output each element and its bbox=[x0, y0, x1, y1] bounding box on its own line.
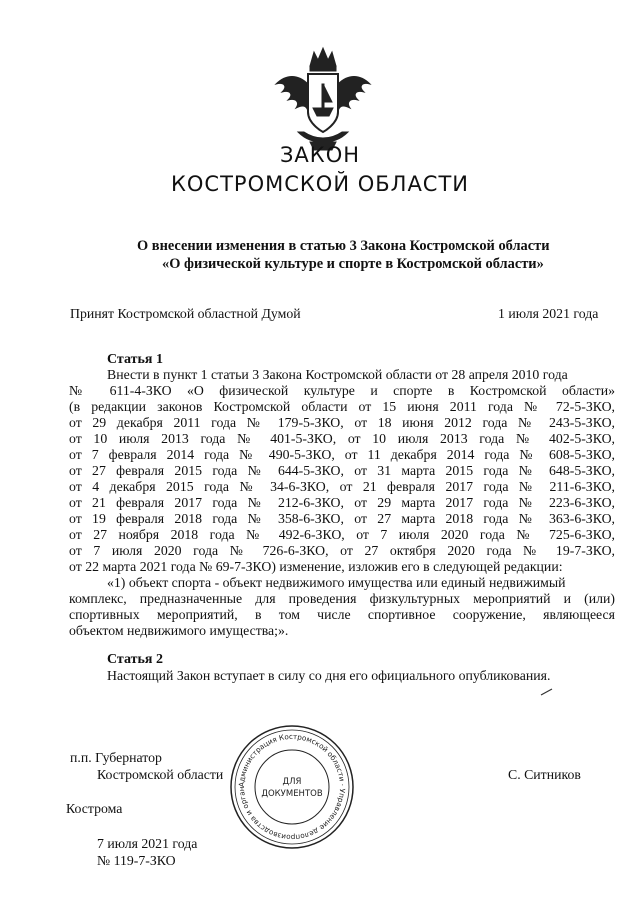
article1-line: от 19 февраля 2018 года № 358-6-ЗКО, от 27 марта 2018 года № 363-6-ЗКО, bbox=[69, 511, 615, 526]
article1-line: от 27 февраля 2015 года № 644-5-ЗКО, от 31 марта 2015 года № 648-5-ЗКО, bbox=[69, 463, 615, 478]
article1-quote-line: комплекс, предназначенные для проведения физкультурных мероприятий и (или) bbox=[69, 591, 615, 606]
law-subtitle-line1: О внесении изменения в статью 3 Закона Костромской области bbox=[137, 238, 550, 254]
article1-line: от 4 декабря 2015 года № 34-6-ЗКО, от 21 февраля 2017 года № 211-6-ЗКО, bbox=[69, 479, 615, 494]
seal-center-line1: ДЛЯ bbox=[282, 777, 302, 787]
law-title-line1: ЗАКОН bbox=[279, 143, 361, 167]
law-subtitle-line2: «О физической культуре и спорте в Костромской области» bbox=[162, 256, 544, 272]
adoption-date: 1 июля 2021 года bbox=[498, 306, 599, 321]
signing-date: 7 июля 2021 года bbox=[97, 836, 198, 851]
article1-line: от 7 июля 2020 года № 726-6-ЗКО, от 27 октября 2020 года № 19-7-ЗКО, bbox=[69, 543, 615, 558]
article1-line: от 27 ноября 2018 года № 492-6-ЗКО, от 7 июля 2020 года № 725-6-ЗКО, bbox=[69, 527, 615, 542]
article1-line: № 611-4-ЗКО «О физической культуре и спорте в Костромской области» bbox=[69, 383, 615, 398]
signing-number: № 119-7-ЗКО bbox=[97, 853, 176, 868]
seal-ring-text: Администрация Костромской области · Управление делопроизводства и орган bbox=[236, 731, 348, 843]
article1-quote-line: объектом недвижимого имущества;». bbox=[69, 623, 289, 638]
signature-name: С. Ситников bbox=[508, 767, 581, 782]
article1-heading: Статья 1 bbox=[107, 352, 163, 367]
article1-line: от 21 февраля 2017 года № 212-6-ЗКО, от 29 марта 2017 года № 223-6-ЗКО, bbox=[69, 495, 615, 510]
article1-line: от 7 февраля 2014 года № 490-5-ЗКО, от 11 декабря 2014 года № 608-5-ЗКО, bbox=[69, 447, 615, 462]
article1-line: Внести в пункт 1 статьи 3 Закона Костромской области от 28 апреля 2010 года bbox=[107, 367, 568, 382]
article1-line: от 22 марта 2021 года № 69-7-ЗКО) изменение, изложив его в следующей редакции: bbox=[69, 559, 563, 574]
article2-text: Настоящий Закон вступает в силу со дня его официального опубликования. bbox=[107, 668, 551, 683]
pen-mark bbox=[540, 683, 554, 701]
adoption-body: Принят Костромской областной Думой bbox=[70, 306, 301, 321]
place: Кострома bbox=[66, 801, 123, 816]
article1-quote-line: «1) объект спорта - объект недвижимого имущества или единый недвижимый bbox=[107, 575, 566, 590]
seal-center-line2: ДОКУМЕНТОВ bbox=[261, 789, 323, 799]
article2-heading: Статья 2 bbox=[107, 652, 163, 667]
article1-line: (в редакции законов Костромской области от 15 июня 2011 года № 72-5-ЗКО, bbox=[69, 399, 615, 414]
signature-prefix: п.п. Губернатор bbox=[70, 750, 162, 765]
law-title-line2: КОСТРОМСКОЙ ОБЛАСТИ bbox=[170, 172, 470, 196]
article1-line: от 10 июля 2013 года № 401-5-ЗКО, от 10 июля 2013 года № 402-5-ЗКО, bbox=[69, 431, 615, 446]
seal-stamp bbox=[228, 723, 356, 851]
article1-quote-line: спортивных мероприятий, в том числе спортивное сооружение, являющееся bbox=[69, 607, 615, 622]
article1-line: от 29 декабря 2011 года № 179-5-ЗКО, от 18 июня 2012 года № 243-5-ЗКО, bbox=[69, 415, 615, 430]
signature-region: Костромской области bbox=[97, 767, 224, 782]
coat-of-arms-icon bbox=[268, 44, 378, 154]
